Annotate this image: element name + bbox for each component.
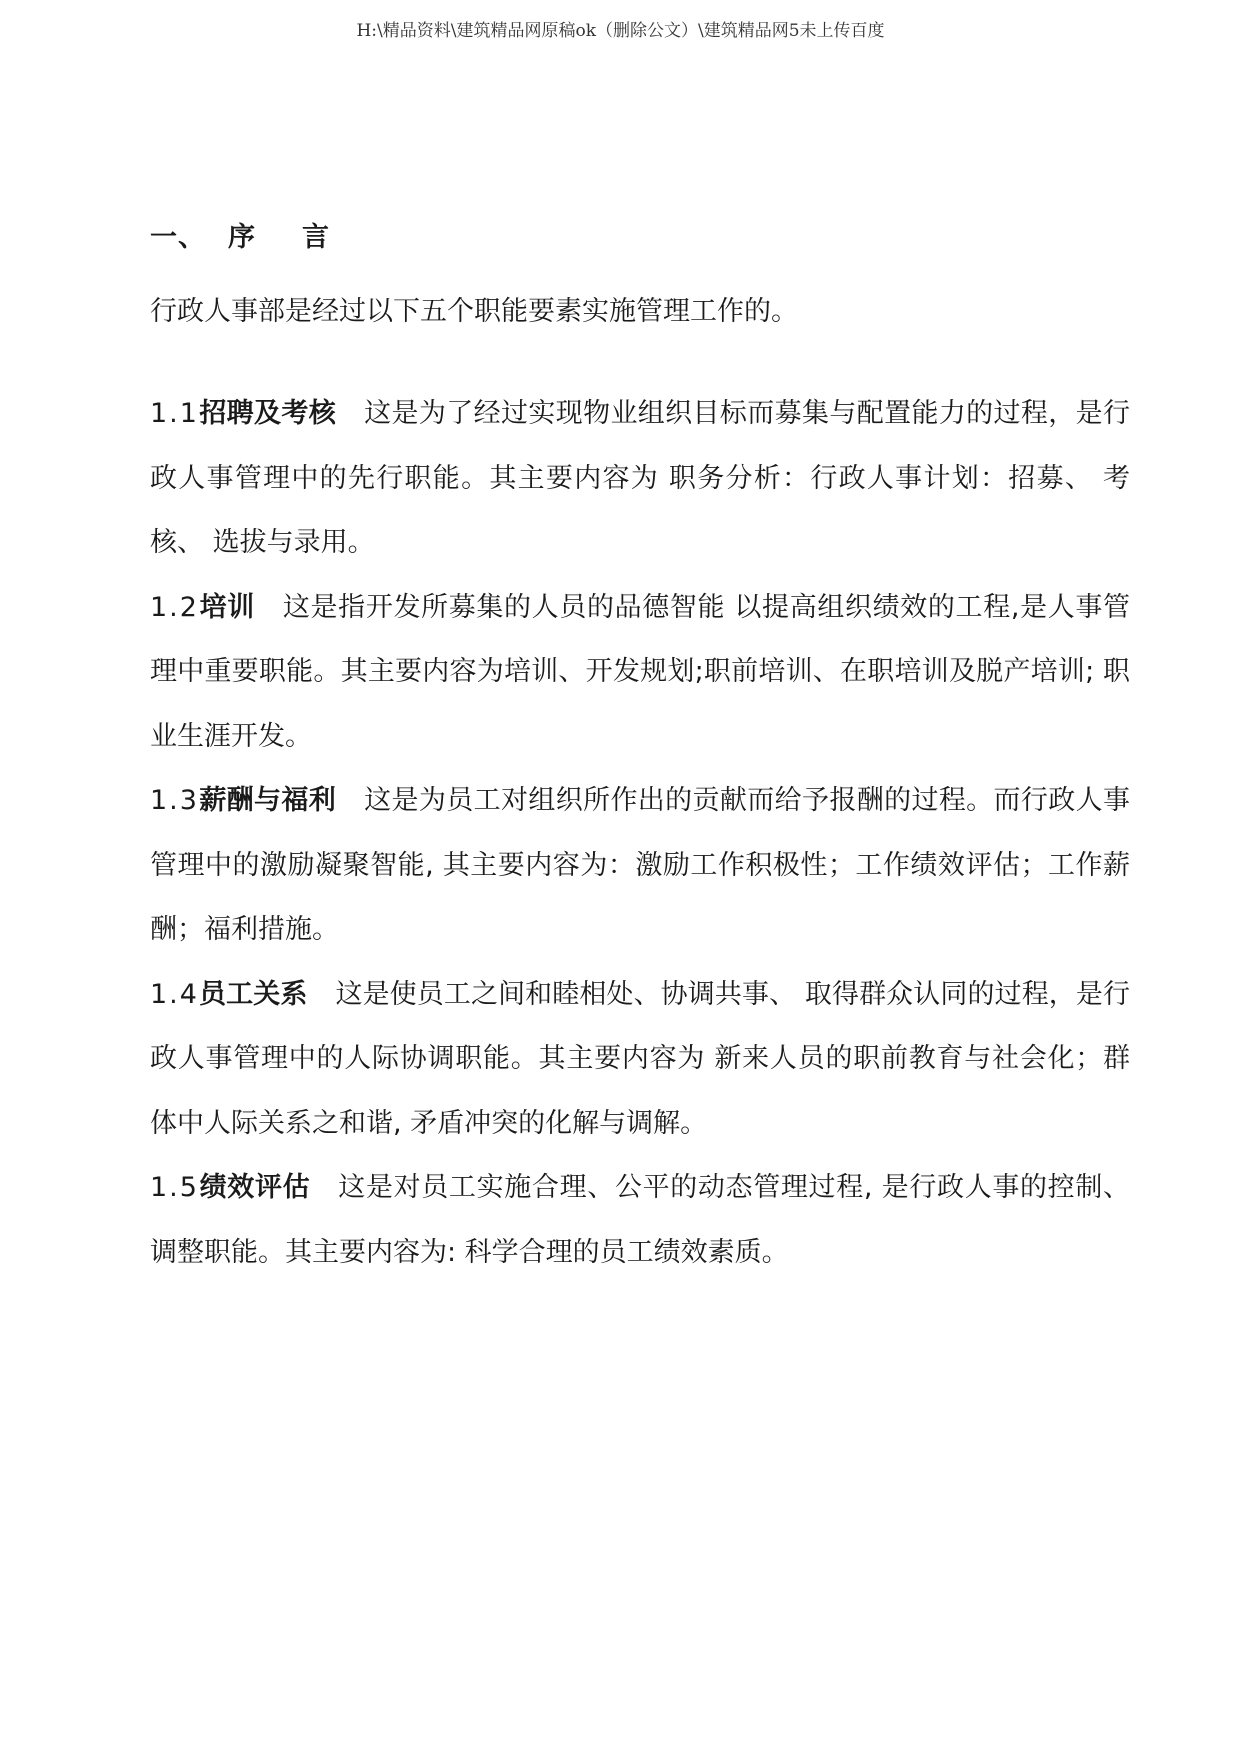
item-text: 这是为了经过实现物业组织目标而募集与配置能力的过程，是行政人事管理中的先行职能。其主要内容为 职务分析：行政人事计划：招募、 考核、 选拔与录用。 xyxy=(150,398,1131,558)
item-text: 这是对员工实施合理、公平的动态管理过程, 是行政人事的控制、 调整职能。其主要内容为: 科学合理的员工绩效素质。 xyxy=(150,1172,1131,1268)
item-text: 这是为员工对组织所作出的贡献而给予报酬的过程。而行政人事管理中的激励凝聚智能, 其主要内容为：激励工作积极性；工作绩效评估；工作薪酬；福利措施。 xyxy=(150,785,1131,945)
section-title-char-2: 言 xyxy=(302,222,330,253)
section-title-char-1: 序 xyxy=(228,222,256,253)
item-term: 员工关系 xyxy=(198,978,308,1010)
item-term: 薪酬与福利 xyxy=(198,785,337,816)
item-number: 1.1 xyxy=(150,398,199,429)
item-number: 1.3 xyxy=(150,785,199,816)
item-number: 1.4 xyxy=(150,978,199,1010)
item-number: 1.5 xyxy=(150,1172,199,1203)
section-title xyxy=(150,218,1130,258)
running-header-path: H:\精品资料\建筑精品网原稿ok（删除公文）\建筑精品网5未上传百度 xyxy=(356,21,885,41)
item-number: 1.2 xyxy=(150,591,199,623)
item-term: 招聘及考核 xyxy=(198,398,337,429)
item-text: 这是使员工之间和睦相处、协调共事、 取得群众认同的过程，是行政人事管理中的人际协调职能。其主要内容为 新来人员的职前教育与社会化；群体中人际关系之和谐, 矛盾冲突的化解与调解。 xyxy=(150,978,1130,1139)
item-text: 这是指开发所募集的人员的品德智能 以提高组织绩效的工程,是人事管理中重要职能。其主要内容为培训、开发规划;职前培训、在职培训及脱产培训; 职业生涯开发。 xyxy=(150,591,1130,752)
function-item-performance xyxy=(150,1156,1130,1285)
document-body xyxy=(150,218,1130,1285)
item-term: 绩效评估 xyxy=(198,1172,311,1203)
function-item-training xyxy=(150,576,1130,770)
section-ordinal: 一、 xyxy=(150,222,206,253)
function-item-employee-relations xyxy=(150,963,1130,1157)
section-intro: 行政人事部是经过以下五个职能要素实施管理工作的。 xyxy=(150,296,798,327)
item-term: 培训 xyxy=(198,591,255,623)
function-item-compensation xyxy=(150,769,1130,963)
function-item-recruitment xyxy=(150,382,1130,576)
